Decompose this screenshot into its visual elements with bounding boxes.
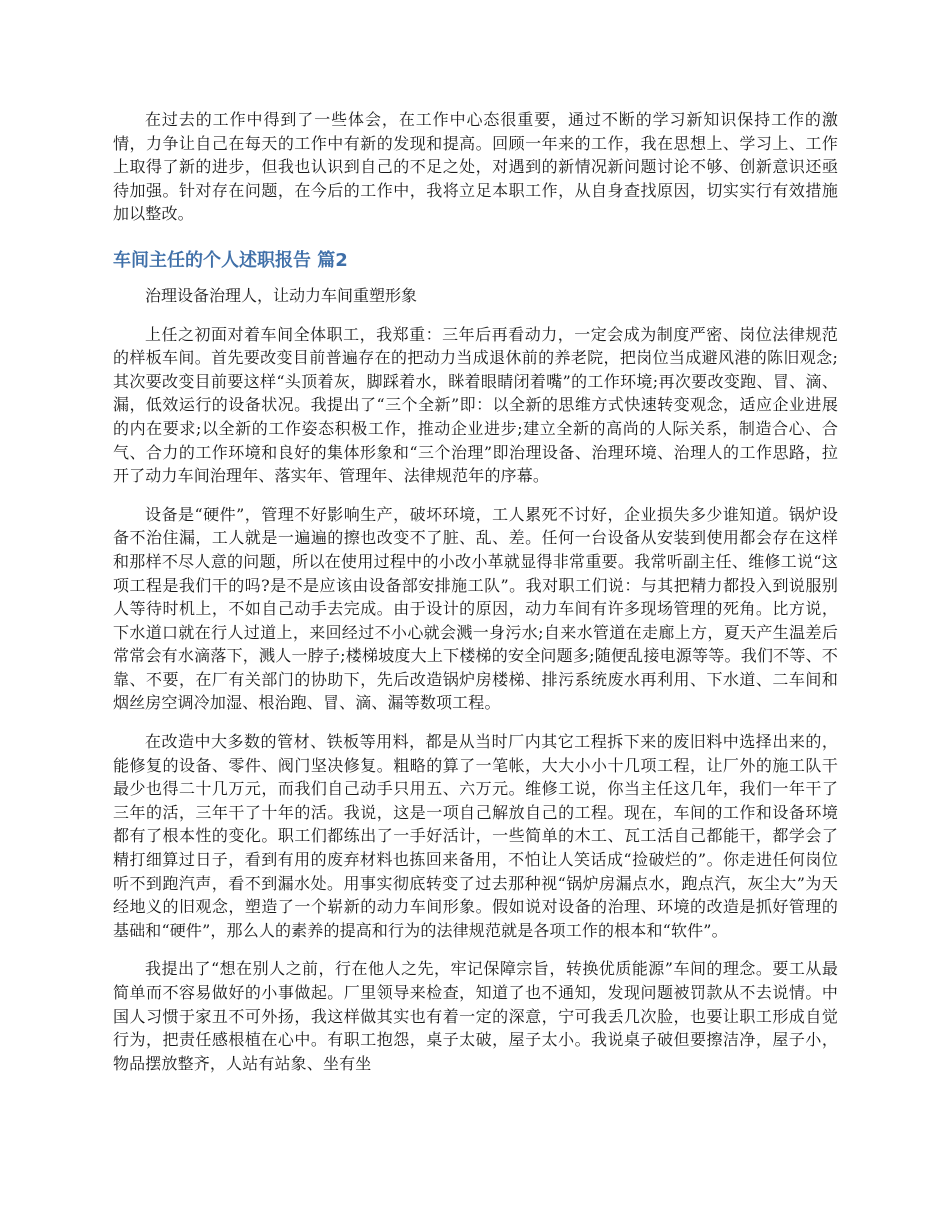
body-paragraph-3: 在改造中大多数的管材、铁板等用料，都是从当时厂内其它工程拆下来的废旧料中选择出来的，能修复的设备、零件、阀门坚决修复。粗略的算了一笔帐，大大小小十几项工程，让厂外的施工队干最少也得二十几万元，而我们自己动手只用五、六万元。维修工说，你当主任这几年，我们一年干了三年的活，三年干了十年的活。我说，这是一项自己解放自己的工程。现在，车间的工作和设备环境都有了根本性的变化。职工们都练出了一手好活计，一些简单的木工、瓦工活自己都能干，都学会了精打细算过日子，看到有用的废弃材料也拣回来备用，不怕让人笑话成“捡破烂的”。你走进任何岗位听不到跑汽声，看不到漏水处。用事实彻底转变了过去那种视“锅炉房漏点水，跑点汽，灰尘大”为天经地义的旧观念，塑造了一个崭新的动力车间形象。假如说对设备的治理、环境的改造是抓好管理的基础和“硬件”，那么人的素养的提高和行为的法律规范就是各项工作的根本和“软件”。 <box>113 732 838 940</box>
body-paragraph-4: 我提出了“想在别人之前，行在他人之先，牢记保障宗旨，转换优质能源”车间的理念。要工从最简单而不容易做好的小事做起。厂里领导来检查，知道了也不通知，发现问题被罚款从不去说情。中国人习惯于家丑不可外扬，我这样做其实也有着一定的深意，宁可我丢几次脸，也要让职工形成自觉行为，把责任感根植在心中。有职工抱怨，桌子太破，屋子太小。我说桌子破但要擦洁净，屋子小，物品摆放整齐，人站有站象、坐有坐 <box>113 959 838 1073</box>
section-subtitle: 治理设备治理人，让动力车间重塑形象 <box>145 285 418 305</box>
intro-paragraph: 在过去的工作中得到了一些体会，在工作中心态很重要，通过不断的学习新知识保持工作的激情，力争让自己在每天的工作中有新的发现和提高。回顾一年来的工作，我在思想上、学习上、工作上取得了新的进步，但我也认识到自己的不足之处，对遇到的新情况新问题讨论不够、创新意识还亟待加强。针对存在问题，在今后的工作中，我将立足本职工作，从自身查找原因，切实实行有效措施加以整改。 <box>113 110 838 224</box>
body-paragraph-2: 设备是“硬件”，管理不好影响生产，破坏环境，工人累死不讨好，企业损失多少谁知道。锅炉设备不治住漏，工人就是一遍遍的擦也改变不了脏、乱、差。任何一台设备从安装到使用都会存在这样和那样不尽人意的问题，所以在使用过程中的小改小革就显得非常重要。我常听副主任、维修工说“这项工程是我们干的吗?是不是应该由设备部安排施工队”。我对职工们说：与其把精力都投入到说服别人等待时机上，不如自己动手去完成。由于设计的原因，动力车间有许多现场管理的死角。比方说，下水道口就在行人过道上，来回经过不小心就会溅一身污水;自来水管道在走廊上方，夏天产生温差后常常会有水滴落下，溅人一脖子;楼梯坡度大上下楼梯的安全问题多;随便乱接电源等等。我们不等、不靠、不要，在厂有关部门的协助下，先后改造锅炉房楼梯、排污系统废水再利用、下水道、二车间和烟丝房空调冷加湿、根治跑、冒、滴、漏等数项工程。 <box>113 504 838 713</box>
section-title: 车间主任的个人述职报告 篇2 <box>113 249 348 271</box>
body-paragraph-1: 上任之初面对着车间全体职工，我郑重：三年后再看动力，一定会成为制度严密、岗位法律规范的样板车间。首先要改变目前普遍存在的把动力当成退休前的养老院，把岗位当成避风港的陈旧观念;其次要改变目前要这样“头顶着灰，脚踩着水，眯着眼睛闭着嘴”的工作环境;再次要改变跑、冒、滴、漏，低效运行的设备状况。我提出了“三个全新”即：以全新的思维方式快速转变观念，适应企业进展的内在要求;以全新的工作姿态积极工作，推动企业进步;建立全新的高尚的人际关系，制造合心、合气、合力的工作环境和良好的集体形象和“三个治理”即治理设备、治理环境、治理人的工作思路，拉开了动力车间治理年、落实年、管理年、法律规范年的序幕。 <box>113 324 838 486</box>
document-page <box>113 108 838 1075</box>
